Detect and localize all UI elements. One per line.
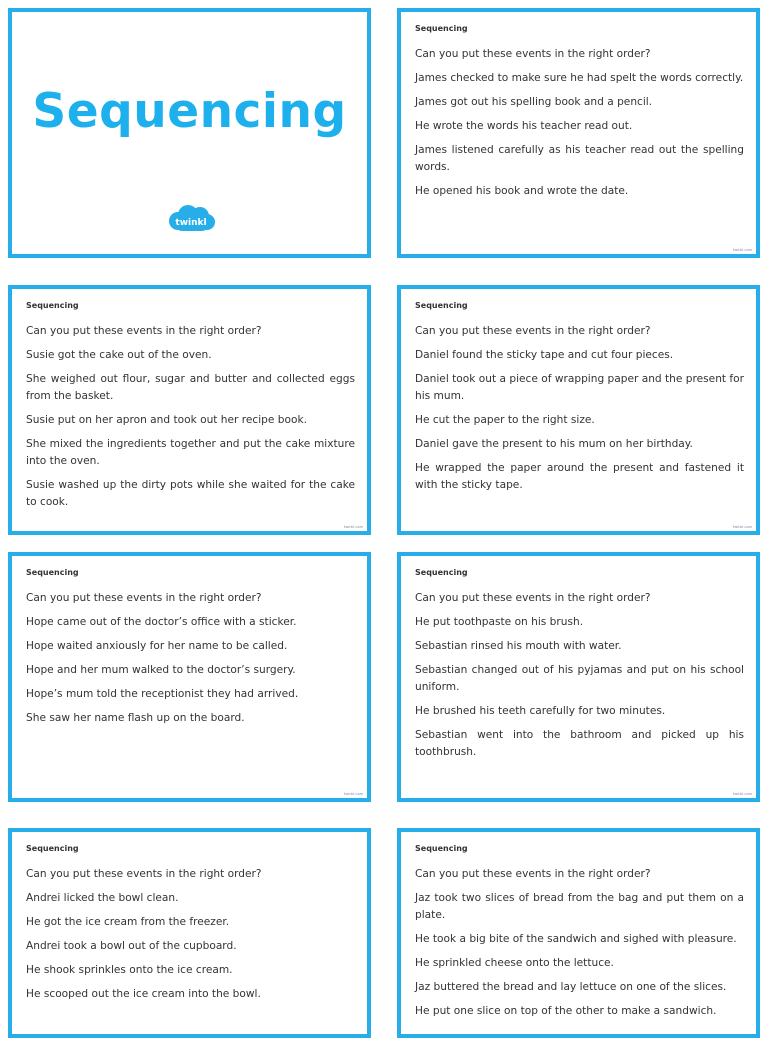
card-prompt: Can you put these events in the right order? <box>415 48 651 60</box>
sequencing-card-6 <box>8 828 371 1038</box>
event-item: Sebastian went into the bathroom and picked up his toothbrush. <box>415 729 744 758</box>
twinkl-logo-icon <box>166 204 216 234</box>
event-item: Susie got the cake out of the oven. <box>26 349 212 361</box>
event-item: Andrei took a bowl out of the cupboard. <box>26 940 237 952</box>
event-item: Daniel gave the present to his mum on her birthday. <box>415 438 693 450</box>
page-title: Sequencing <box>32 84 347 139</box>
card-label: Sequencing <box>415 301 468 310</box>
card-label: Sequencing <box>26 844 79 853</box>
card-prompt: Can you put these events in the right order? <box>415 592 651 604</box>
card-prompt: Can you put these events in the right order? <box>26 868 262 880</box>
event-item: Daniel took out a piece of wrapping paper and the present for his mum. <box>415 373 744 402</box>
event-item: Hope waited anxiously for her name to be called. <box>26 640 288 652</box>
card-label: Sequencing <box>26 568 79 577</box>
footer-mark: twinkl.com <box>732 792 752 796</box>
event-item: He wrote the words his teacher read out. <box>415 120 633 132</box>
event-item: He shook sprinkles onto the ice cream. <box>26 964 233 976</box>
sequencing-card-7 <box>397 828 760 1038</box>
card-prompt: Can you put these events in the right order? <box>26 325 262 337</box>
event-item: Jaz buttered the bread and lay lettuce on one of the slices. <box>415 981 727 993</box>
card-text <box>26 590 355 734</box>
footer-mark: twinkl.com <box>732 525 752 529</box>
card-prompt: Can you put these events in the right order? <box>415 325 651 337</box>
event-item: He put toothpaste on his brush. <box>415 616 584 628</box>
card-text <box>26 323 355 518</box>
title-card <box>8 8 371 258</box>
event-item: James listened carefully as his teacher read out the spelling words. <box>415 144 744 173</box>
event-item: She saw her name flash up on the board. <box>26 712 245 724</box>
twinkl-logo-text: twinkl <box>175 218 207 228</box>
sequencing-card-2 <box>8 285 371 535</box>
card-label: Sequencing <box>415 844 468 853</box>
event-item: He opened his book and wrote the date. <box>415 185 629 197</box>
event-item: Sebastian rinsed his mouth with water. <box>415 640 622 652</box>
sequencing-card-1 <box>397 8 760 258</box>
card-prompt: Can you put these events in the right order? <box>26 592 262 604</box>
event-item: She weighed out flour, sugar and butter and collected eggs from the basket. <box>26 373 355 402</box>
card-text <box>415 46 744 207</box>
event-item: Sebastian changed out of his pyjamas and put on his school uniform. <box>415 664 744 693</box>
event-item: Daniel found the sticky tape and cut four pieces. <box>415 349 674 361</box>
card-label: Sequencing <box>26 301 79 310</box>
event-item: She mixed the ingredients together and put the cake mixture into the oven. <box>26 438 355 467</box>
event-item: He got the ice cream from the freezer. <box>26 916 230 928</box>
footer-mark: twinkl.com <box>343 525 363 529</box>
card-label: Sequencing <box>415 24 468 33</box>
event-item: Jaz took two slices of bread from the bag and put them on a plate. <box>415 892 744 921</box>
event-item: Hope and her mum walked to the doctor’s surgery. <box>26 664 296 676</box>
event-item: He scooped out the ice cream into the bowl. <box>26 988 261 1000</box>
card-text <box>415 866 744 1027</box>
footer-mark: twinkl.com <box>732 248 752 252</box>
event-item: He brushed his teeth carefully for two minutes. <box>415 705 666 717</box>
event-item: He took a big bite of the sandwich and sighed with pleasure. <box>415 933 737 945</box>
event-item: James got out his spelling book and a pencil. <box>415 96 653 108</box>
event-item: Susie washed up the dirty pots while she waited for the cake to cook. <box>26 479 355 508</box>
card-prompt: Can you put these events in the right order? <box>415 868 651 880</box>
card-text <box>415 323 744 501</box>
footer-mark: twinkl.com <box>343 792 363 796</box>
card-text <box>26 866 355 1010</box>
event-item: He wrapped the paper around the present and fastened it with the sticky tape. <box>415 462 744 491</box>
sequencing-card-3 <box>397 285 760 535</box>
card-label: Sequencing <box>415 568 468 577</box>
event-item: Andrei licked the bowl clean. <box>26 892 179 904</box>
event-item: Hope came out of the doctor’s office with a sticker. <box>26 616 297 628</box>
event-item: He cut the paper to the right size. <box>415 414 595 426</box>
event-item: Hope’s mum told the receptionist they had arrived. <box>26 688 299 700</box>
event-item: He put one slice on top of the other to make a sandwich. <box>415 1005 717 1017</box>
card-text <box>415 590 744 768</box>
sequencing-card-5 <box>397 552 760 802</box>
event-item: He sprinkled cheese onto the lettuce. <box>415 957 614 969</box>
event-item: James checked to make sure he had spelt the words correctly. <box>415 72 744 84</box>
sequencing-card-4 <box>8 552 371 802</box>
event-item: Susie put on her apron and took out her recipe book. <box>26 414 307 426</box>
